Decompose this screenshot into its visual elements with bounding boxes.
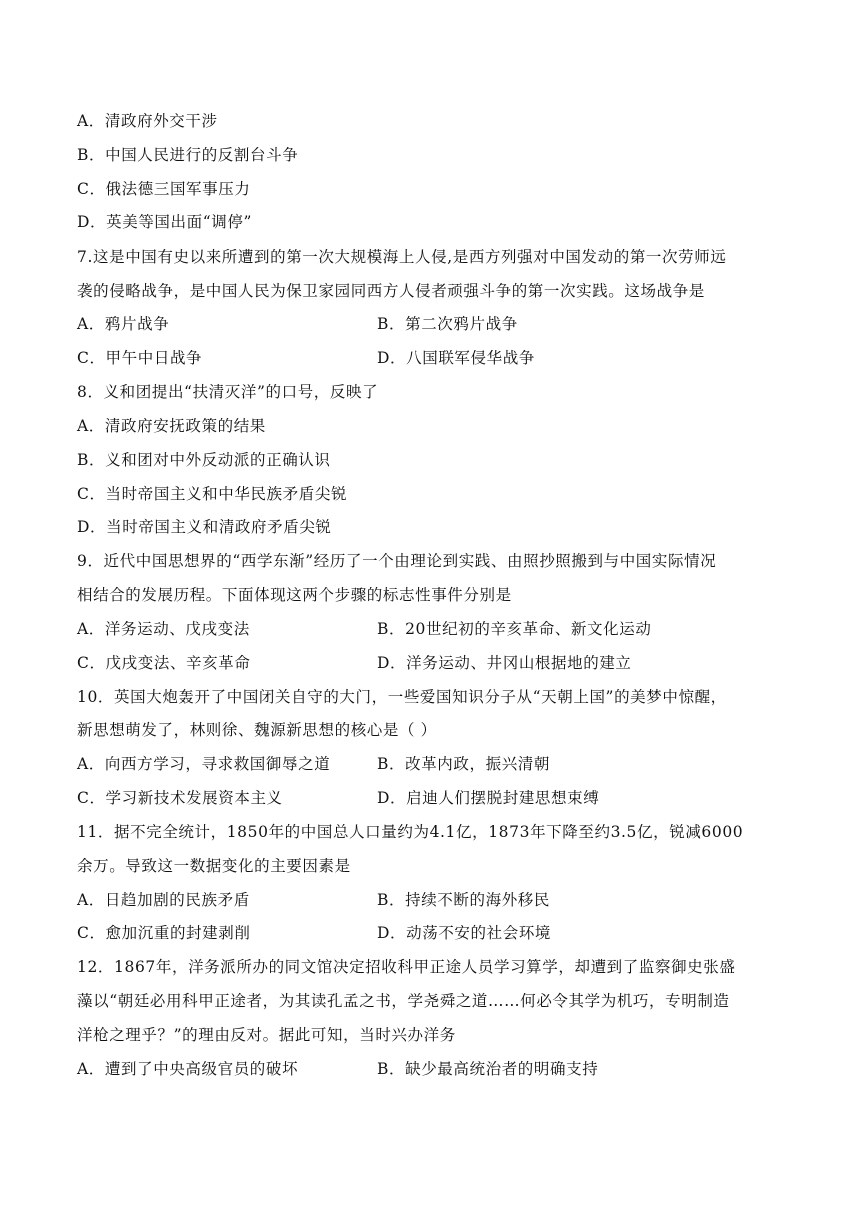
q7-stem-line-2: 袭的侵略战争，是中国人民为保卫家园同西方人侵者顽强斗争的第一次实践。这场战争是 (77, 282, 705, 300)
q10-stem-line-1: 10．英国大炮轰开了中国闭关自守的大门，一些爱国知识分子从“天朝上国”的美梦中惊醒， (77, 688, 727, 706)
q7-option-b: B．第二次鸦片战争 (377, 315, 518, 333)
q12-stem-line-3: 洋枪之理乎？”的理由反对。据此可知，当时兴办洋务 (77, 1026, 456, 1044)
q10-option-c: C．学习新技术发展资本主义 (77, 789, 283, 807)
q12-stem-line-1: 12．1867年，洋务派所办的同文馆决定招收科甲正途人员学习算学，却遭到了监察御史张盛 (77, 958, 736, 976)
q11-option-b: B．持续不断的海外移民 (377, 891, 550, 909)
q8-option-d: D．当时帝国主义和清政府矛盾尖锐 (77, 518, 332, 536)
q7-option-a: A．鸦片战争 (77, 315, 170, 333)
q10-stem-line-2: 新思想萌发了，林则徐、魏源新思想的核心是（ ） (77, 721, 437, 739)
q11-stem-line-1: 11．据不完全统计，1850年的中国总人口量约为4.1亿，1873年下降至约3.5亿，锐减6000 (77, 823, 744, 841)
q6-option-b: B．中国人民进行的反割台斗争 (77, 146, 299, 164)
q9-stem-line-1: 9．近代中国思想界的“西学东渐”经历了一个由理论到实践、由照抄照搬到与中国实际情况 (77, 552, 717, 570)
q6-option-d: D．英美等国出面“调停” (77, 213, 252, 231)
q9-option-c: C．戊戌变法、辛亥革命 (77, 654, 251, 672)
q10-option-a: A．向西方学习，寻求救国御辱之道 (77, 755, 331, 773)
q9-stem-line-2: 相结合的发展历程。下面体现这两个步骤的标志性事件分别是 (77, 586, 512, 604)
q9-option-a: A．洋务运动、戊戌变法 (77, 620, 250, 638)
q8-option-a: A．清政府安抚政策的结果 (77, 417, 266, 435)
q10-option-b: B．改革内政，振兴清朝 (377, 755, 550, 773)
q12-option-b: B．缺少最高统治者的明确支持 (377, 1060, 599, 1078)
q11-option-c: C．愈加沉重的封建剥削 (77, 924, 251, 942)
q8-stem-line-1: 8．义和团提出“扶清灭洋”的口号，反映了 (77, 383, 379, 401)
q11-stem-line-2: 余万。导致这一数据变化的主要因素是 (77, 857, 351, 875)
q11-option-d: D．动荡不安的社会环境 (377, 924, 552, 942)
q9-option-b: B．20世纪初的辛亥革命、新文化运动 (377, 620, 652, 638)
q10-option-d: D．启迪人们摆脱封建思想束缚 (377, 789, 600, 807)
q6-option-a: A．清政府外交干涉 (77, 112, 218, 130)
q7-option-d: D．八国联军侵华战争 (377, 349, 535, 367)
q7-option-c: C．甲午中日战争 (77, 349, 203, 367)
q8-option-b: B．义和团对中外反动派的正确认识 (77, 451, 331, 469)
q8-option-c: C．当时帝国主义和中华民族矛盾尖锐 (77, 485, 348, 503)
q7-stem-line-1: 7.这是中国有史以来所遭到的第一次大规模海上人侵,是西方列强对中国发动的第一次劳师远 (77, 248, 727, 266)
q9-option-d: D．洋务运动、井冈山根据地的建立 (377, 654, 632, 672)
q11-option-a: A．日趋加剧的民族矛盾 (77, 891, 250, 909)
q6-option-c: C．俄法德三国军事压力 (77, 180, 251, 198)
q12-option-a: A．遭到了中央高级官员的破坏 (77, 1060, 299, 1078)
q12-stem-line-2: 藻以“朝廷必用科甲正途者，为其读孔孟之书，学尧舜之道……何必令其学为机巧，专明制造 (77, 992, 730, 1010)
